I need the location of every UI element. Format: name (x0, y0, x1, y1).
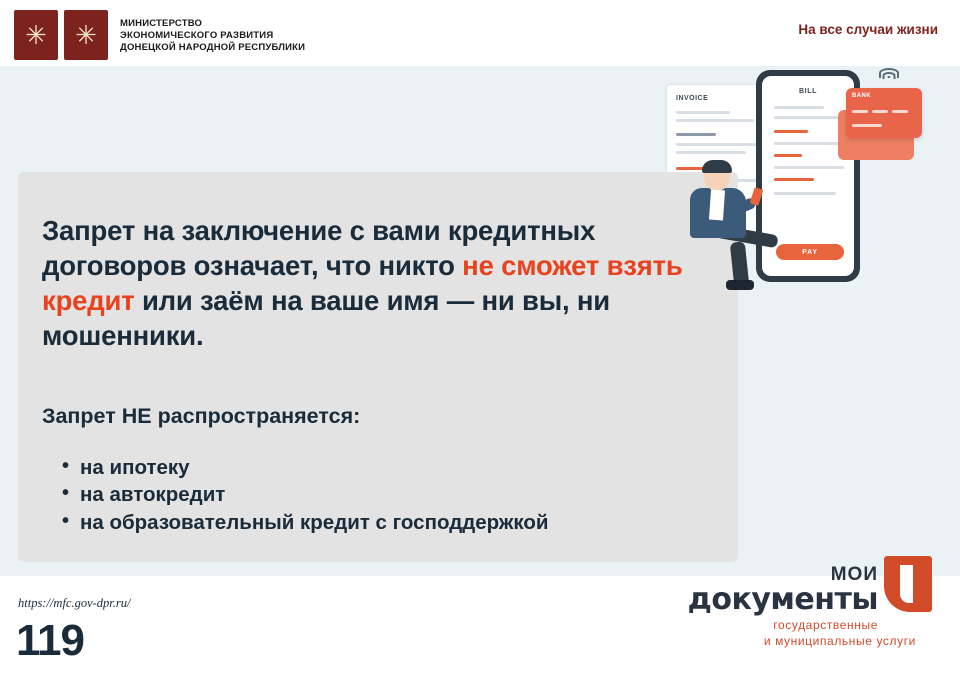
mfc-logo (687, 556, 936, 662)
page-number: 119 (16, 616, 84, 665)
ministry-line-1: МИНИСТЕРСТВО (120, 18, 203, 29)
site-url[interactable]: https://mfc.gov-dpr.ru/ (18, 596, 131, 610)
bill-line-accent (774, 154, 802, 157)
card-line (872, 110, 888, 113)
card-line (852, 110, 868, 113)
invoice-label: INVOICE (676, 95, 709, 102)
mfc-mark-cutout (900, 565, 913, 603)
eagle-glyph: ✳ (25, 20, 47, 50)
headline (42, 214, 692, 354)
ministry-emblem-group (14, 10, 305, 60)
bank-card-label: BANK (852, 93, 871, 99)
ministry-line-3: ДОНЕЦКОЙ НАРОДНОЙ РЕСПУБЛИКИ (120, 42, 306, 54)
paper-line (676, 119, 754, 122)
bill-line-accent (774, 178, 814, 181)
header-slogan: На все случаи жизни (798, 22, 938, 37)
content-panel (18, 172, 738, 562)
smartphone-mockup (756, 70, 860, 282)
bill-line-accent (774, 130, 808, 133)
bank-card-front (846, 88, 922, 138)
logo-documenty-text: документы (687, 582, 878, 617)
person-hair (702, 160, 732, 173)
bill-line (774, 192, 836, 195)
subheading: Запрет НЕ распространяется: (42, 404, 361, 428)
person-shirt (709, 190, 725, 221)
ministry-name (120, 18, 305, 54)
bill-line (774, 142, 844, 145)
bill-line (774, 166, 844, 169)
logo-moi-text: МОИ (830, 564, 878, 585)
exceptions-list (58, 454, 549, 536)
page-header (0, 0, 960, 66)
card-line (892, 110, 908, 113)
mfc-mark-icon (884, 556, 936, 616)
eagle-glyph-2: ✳ (75, 20, 97, 50)
dpr-coat-of-arms-icon (64, 10, 108, 60)
russia-coat-of-arms-icon (14, 10, 58, 60)
list-item: • на ипотеку (80, 454, 549, 481)
list-item: • на образовательный кредит с господдержкой (80, 509, 549, 536)
bill-label: BILL (799, 88, 817, 95)
logo-subtitle-line-2: и муниципальные услуги (763, 634, 916, 648)
card-line (852, 124, 882, 127)
list-item: • на автокредит (80, 481, 549, 508)
bill-line (774, 116, 840, 119)
phone-screen (762, 76, 854, 276)
headline-part-2: или заём на ваше имя — ни вы, ни мошенники. (42, 284, 610, 351)
headline-part-1: Запрет на заключение с вами кредитных договоров означает, что никто (42, 215, 596, 281)
paper-line (676, 111, 730, 114)
bill-line (774, 106, 824, 109)
headline-highlight: не сможет взять кредит (42, 249, 683, 316)
paper-line (676, 133, 716, 136)
wifi-icon (878, 68, 900, 82)
ministry-line-2: ЭКОНОМИЧЕСКОГО РАЗВИТИЯ (120, 30, 274, 42)
paper-line (676, 151, 746, 154)
paper-line (676, 143, 760, 146)
logo-subtitle-line-1: государственные (773, 618, 878, 632)
person-shoe (726, 280, 754, 290)
pay-button[interactable]: PAY (776, 244, 844, 260)
